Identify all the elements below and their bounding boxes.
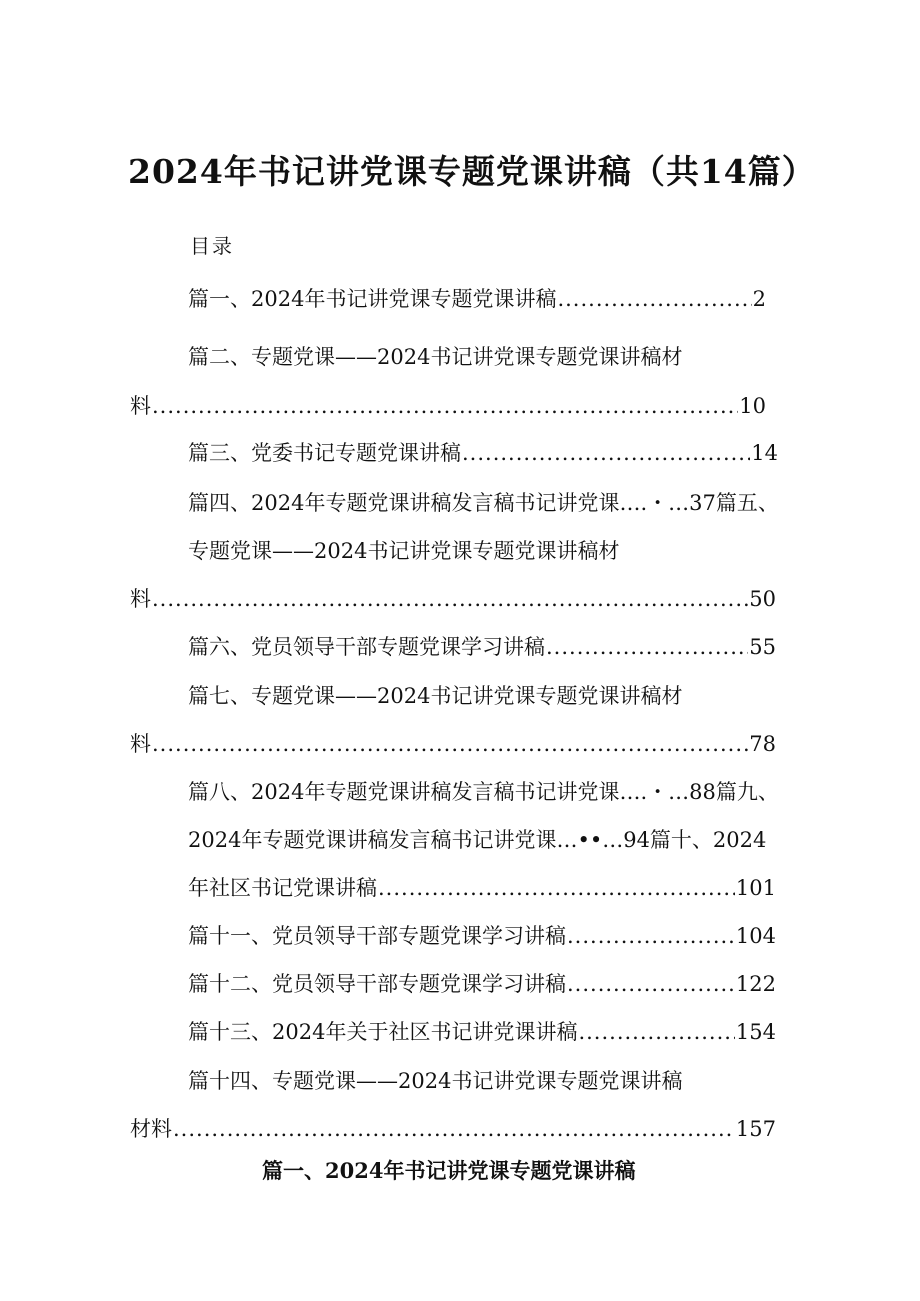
- dot-leader: [578, 1017, 734, 1047]
- toc-entry-2-line1[interactable]: 篇二、专题党课——2024书记讲党课专题党课讲稿材: [188, 345, 683, 369]
- toc-page-number: 14: [751, 441, 778, 465]
- toc-entry-12[interactable]: [188, 969, 776, 999]
- dot-leader: [557, 284, 751, 314]
- document-title: 2024年书记讲党课专题党课讲稿（共14篇）: [128, 152, 816, 191]
- dot-leader: [567, 921, 735, 951]
- dot-leader: [378, 873, 735, 903]
- toc-page-number: 122: [735, 972, 776, 996]
- section-heading: 篇一、2024年书记讲党课专题党课讲稿: [262, 1158, 636, 1183]
- toc-entry-14[interactable]: [130, 1114, 776, 1144]
- toc-page-number: 157: [735, 1117, 776, 1141]
- dot-leader: [152, 584, 748, 614]
- toc-entry-10[interactable]: [188, 873, 776, 903]
- toc-entry-1[interactable]: [188, 284, 766, 314]
- toc-entry-11[interactable]: [188, 921, 776, 951]
- toc-entry-14-line1[interactable]: 篇十四、专题党课——2024书记讲党课专题党课讲稿: [188, 1069, 683, 1093]
- toc-entry-8[interactable]: 篇八、2024年专题党课讲稿发言稿书记讲党课….・…88篇九、: [188, 780, 779, 804]
- toc-entry-title: 篇十三、2024年关于社区书记讲党课讲稿: [188, 1020, 578, 1044]
- toc-entry-title: 篇三、党委书记专题党课讲稿: [188, 441, 461, 465]
- toc-page-number: 50: [749, 587, 776, 611]
- toc-entry-6[interactable]: [188, 632, 776, 662]
- toc-entry-9[interactable]: 2024年专题党课讲稿发言稿书记讲党课…••…94篇十、2024: [188, 828, 767, 852]
- toc-page-number: 101: [735, 876, 776, 900]
- toc-entry-title: 料: [130, 587, 151, 611]
- toc-page-number: 154: [735, 1020, 776, 1044]
- toc-entry-title: 料: [130, 732, 151, 756]
- toc-entry-3[interactable]: [188, 438, 778, 468]
- toc-entry-title: 篇一、2024年书记讲党课专题党课讲稿: [188, 287, 557, 311]
- toc-entry-title: 年社区书记党课讲稿: [188, 876, 377, 900]
- toc-entry-title: 篇六、党员领导干部专题党课学习讲稿: [188, 635, 545, 659]
- dot-leader: [152, 391, 738, 421]
- toc-page-number: 55: [749, 635, 776, 659]
- toc-page-number: 10: [739, 394, 766, 418]
- toc-entry-title: 材料: [130, 1117, 172, 1141]
- toc-entry-7[interactable]: [130, 729, 776, 759]
- toc-entry-13[interactable]: [188, 1017, 776, 1047]
- dot-leader: [173, 1114, 735, 1144]
- toc-entry-5-line1[interactable]: 专题党课——2024书记讲党课专题党课讲稿材: [188, 539, 620, 563]
- toc-entry-title: 料: [130, 394, 151, 418]
- toc-entry-title: 篇十一、党员领导干部专题党课学习讲稿: [188, 924, 566, 948]
- toc-entry-7-line1[interactable]: 篇七、专题党课——2024书记讲党课专题党课讲稿材: [188, 684, 683, 708]
- dot-leader: [567, 969, 735, 999]
- toc-page-number: 2: [752, 287, 766, 311]
- toc-heading: 目录: [190, 234, 234, 258]
- toc-entry-2[interactable]: [130, 391, 766, 421]
- toc-entry-4[interactable]: 篇四、2024年专题党课讲稿发言稿书记讲党课….・…37篇五、: [188, 491, 779, 515]
- dot-leader: [152, 729, 748, 759]
- toc-page-number: 104: [735, 924, 776, 948]
- dot-leader: [546, 632, 748, 662]
- toc-page-number: 78: [749, 732, 776, 756]
- dot-leader: [462, 438, 750, 468]
- toc-entry-title: 篇十二、党员领导干部专题党课学习讲稿: [188, 972, 566, 996]
- toc-entry-5[interactable]: [130, 584, 776, 614]
